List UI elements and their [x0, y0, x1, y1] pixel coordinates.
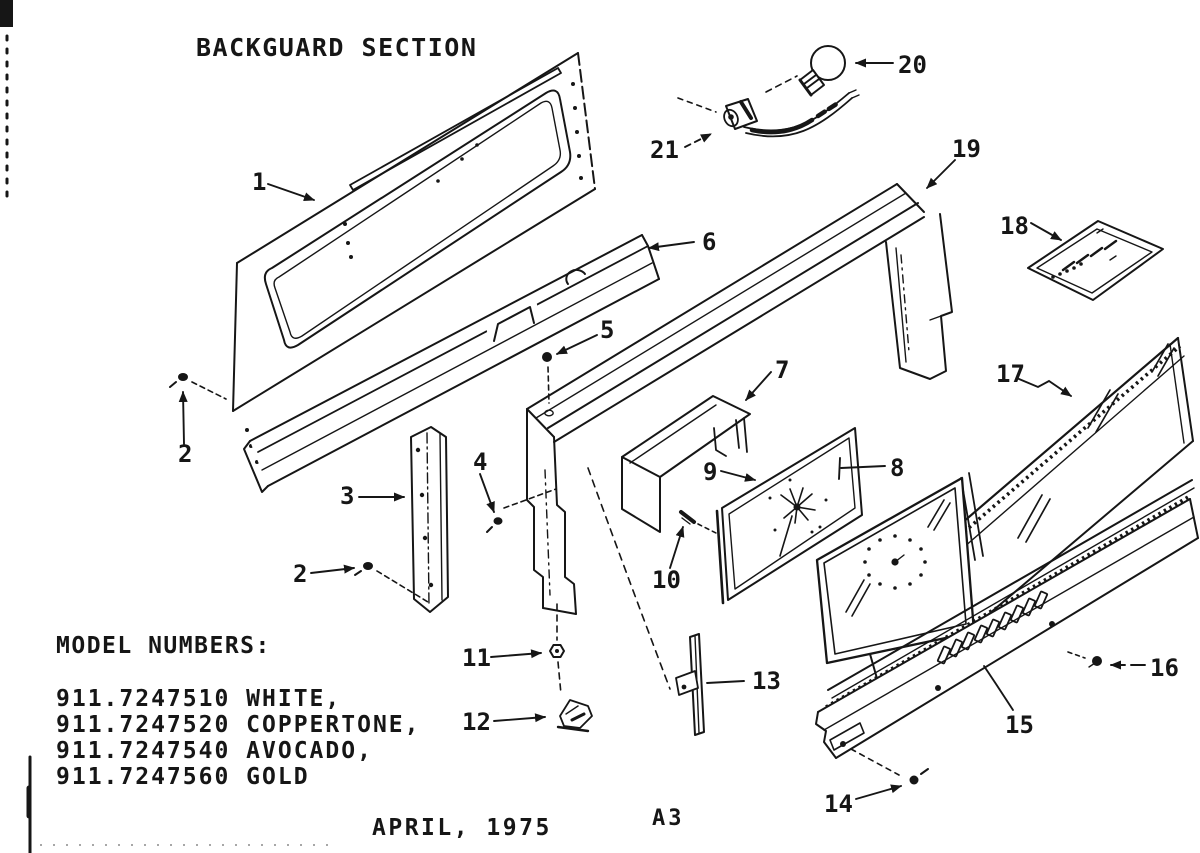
- screw-14: [851, 749, 928, 785]
- callout-17: 17: [996, 360, 1025, 388]
- model-number-line: 911.7247560 GOLD: [56, 764, 310, 790]
- callout-10: 10: [652, 566, 681, 594]
- model-numbers-heading: MODEL NUMBERS:: [56, 633, 271, 659]
- callout-12: 12: [462, 708, 491, 736]
- model-numbers-block: [56, 633, 421, 790]
- part-20-bulb: [766, 46, 845, 95]
- model-number-line: 911.7247540 AVOCADO,: [56, 738, 373, 764]
- callout-6: 6: [702, 228, 717, 256]
- callout-16: 16: [1150, 654, 1179, 682]
- callout-2a: 2: [178, 440, 193, 468]
- callout-13: 13: [752, 667, 781, 695]
- part-21-socket-wires: [678, 90, 859, 136]
- callout-20: 20: [898, 51, 927, 79]
- callout-3: 3: [340, 482, 355, 510]
- screw-2-upper: [170, 373, 226, 399]
- screw-16: [1068, 652, 1102, 667]
- callout-11: 11: [462, 644, 491, 672]
- callout-19: 19: [952, 135, 981, 163]
- callout-21: 21: [650, 136, 679, 164]
- callout-2b: 2: [293, 560, 308, 588]
- callout-7: 7: [775, 356, 790, 384]
- model-number-line: 911.7247520 COPPERTONE,: [56, 712, 421, 738]
- callout-5: 5: [600, 316, 615, 344]
- part-13-support-rod: [676, 634, 704, 735]
- callout-4: 4: [473, 448, 488, 476]
- model-number-line: 911.7247510 WHITE,: [56, 686, 342, 712]
- callout-18: 18: [1000, 212, 1029, 240]
- callout-8: 8: [890, 454, 905, 482]
- footer-date: APRIL, 1975: [372, 815, 552, 841]
- page-title: BACKGUARD SECTION: [196, 33, 478, 62]
- page-ref: A3: [652, 806, 685, 831]
- screw-10: [681, 512, 716, 533]
- part-19-right-support: [886, 214, 952, 379]
- callout-9: 9: [703, 458, 718, 486]
- callout-15: 15: [1005, 711, 1034, 739]
- callout-1: 1: [252, 168, 267, 196]
- part-3-side-bracket: [411, 427, 448, 612]
- callout-14: 14: [824, 790, 853, 818]
